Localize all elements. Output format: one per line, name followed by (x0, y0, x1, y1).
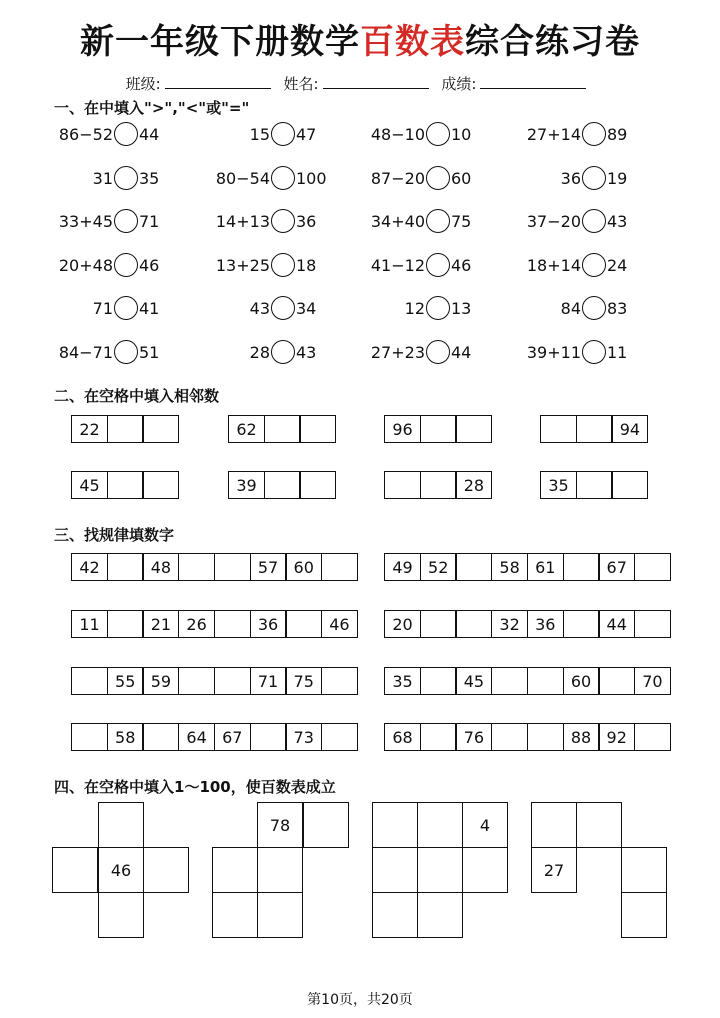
answer-cell[interactable] (107, 471, 144, 499)
answer-cell[interactable] (142, 415, 179, 443)
given-number-cell: 67 (214, 723, 251, 751)
right-value: 36 (296, 211, 317, 231)
given-number-cell: 75 (285, 667, 322, 695)
answer-cell[interactable] (455, 415, 492, 443)
given-number-cell: 45 (455, 667, 492, 695)
answer-cell[interactable] (527, 723, 564, 751)
answer-circle[interactable] (114, 209, 138, 233)
answer-cell[interactable] (321, 723, 358, 751)
comparison-item (527, 120, 627, 148)
right-value: 13 (451, 298, 472, 318)
answer-circle[interactable] (582, 253, 606, 277)
left-expression: 39+11 (526, 342, 581, 362)
answer-cell[interactable] (540, 415, 577, 443)
given-number-cell: 78 (257, 802, 303, 848)
comparison-item (561, 164, 628, 192)
given-number-cell: 28 (455, 471, 492, 499)
answer-cell[interactable] (299, 415, 336, 443)
given-number-cell: 88 (563, 723, 600, 751)
answer-cell[interactable] (264, 471, 301, 499)
answer-cell[interactable] (214, 553, 251, 581)
right-value: 10 (451, 124, 472, 144)
given-number-cell: 52 (420, 553, 457, 581)
left-expression: 36 (560, 168, 581, 188)
given-number-cell: 4 (462, 802, 508, 848)
page-title (0, 14, 720, 63)
answer-cell[interactable] (321, 667, 358, 695)
pattern-sequence (71, 610, 358, 638)
given-number-cell: 64 (178, 723, 215, 751)
answer-cell[interactable] (214, 667, 251, 695)
given-number-cell: 70 (634, 667, 671, 695)
comparison-item (371, 251, 471, 279)
right-value: 47 (296, 124, 317, 144)
right-value: 46 (139, 255, 160, 275)
left-expression: 71 (92, 298, 113, 318)
answer-circle[interactable] (582, 296, 606, 320)
left-expression: 84−71 (58, 342, 113, 362)
section3-heading: 三、找规律填数字 (54, 526, 175, 544)
answer-cell[interactable] (527, 667, 564, 695)
answer-cell[interactable] (71, 667, 108, 695)
right-value: 46 (451, 255, 472, 275)
comparison-item (371, 164, 471, 192)
section1-heading: 一、在中填入">","<"或"=" (54, 99, 250, 117)
title-part1: 新一年级下册数学 (80, 22, 360, 62)
comparison-item (527, 338, 627, 366)
answer-cell[interactable] (420, 610, 457, 638)
right-value: 24 (607, 255, 628, 275)
given-number-cell: 71 (250, 667, 287, 695)
given-number-cell: 32 (491, 610, 528, 638)
given-number-cell: 22 (71, 415, 108, 443)
answer-cell[interactable] (142, 723, 179, 751)
comparison-item (405, 294, 472, 322)
answer-cell[interactable] (420, 667, 457, 695)
comparison-item (561, 294, 628, 322)
answer-circle[interactable] (114, 340, 138, 364)
right-value: 100 (296, 168, 327, 188)
answer-cell[interactable] (257, 892, 303, 938)
pattern-sequence (384, 667, 671, 695)
given-number-cell: 46 (98, 847, 144, 893)
given-number-cell: 57 (250, 553, 287, 581)
answer-cell[interactable] (576, 415, 613, 443)
title-accent: 百数表 (360, 22, 465, 62)
answer-cell[interactable] (321, 553, 358, 581)
answer-cell[interactable] (257, 847, 303, 893)
left-expression: 86−52 (58, 124, 113, 144)
answer-circle[interactable] (271, 296, 295, 320)
right-value: 18 (296, 255, 317, 275)
left-expression: 28 (249, 342, 270, 362)
answer-circle[interactable] (426, 340, 450, 364)
given-number-cell: 21 (142, 610, 179, 638)
answer-cell[interactable] (212, 847, 258, 893)
comparison-item (59, 207, 159, 235)
left-expression: 31 (92, 168, 113, 188)
given-number-cell: 46 (321, 610, 358, 638)
comparison-item (527, 251, 627, 279)
left-expression: 34+40 (370, 211, 425, 231)
pattern-sequence (71, 667, 358, 695)
given-number-cell: 55 (107, 667, 144, 695)
answer-cell[interactable] (611, 471, 648, 499)
comparison-item (250, 338, 317, 366)
right-value: 11 (607, 342, 628, 362)
answer-cell[interactable] (491, 667, 528, 695)
given-number-cell: 39 (228, 471, 265, 499)
comparison-item (216, 207, 316, 235)
right-value: 43 (296, 342, 317, 362)
student-info-row (0, 73, 720, 94)
answer-cell[interactable] (563, 610, 600, 638)
neighbor-group (540, 415, 648, 443)
right-value: 75 (451, 211, 472, 231)
comparison-item (59, 251, 159, 279)
given-number-cell: 48 (142, 553, 179, 581)
answer-cell[interactable] (621, 892, 667, 938)
left-expression: 87−20 (370, 168, 425, 188)
left-expression: 84 (560, 298, 581, 318)
answer-circle[interactable] (426, 122, 450, 146)
answer-cell[interactable] (372, 892, 418, 938)
neighbor-group (384, 415, 492, 443)
left-expression: 80−54 (215, 168, 270, 188)
comparison-item (59, 338, 159, 366)
left-expression: 13+25 (215, 255, 270, 275)
given-number-cell: 58 (107, 723, 144, 751)
section4-heading: 四、在空格中填入1～100，使百数表成立 (54, 778, 336, 796)
left-expression: 14+13 (215, 211, 270, 231)
given-number-cell: 94 (611, 415, 648, 443)
given-number-cell: 61 (527, 553, 564, 581)
section2-heading: 二、在空格中填入相邻数 (54, 387, 220, 405)
left-expression: 15 (249, 124, 270, 144)
name-blank[interactable] (323, 75, 429, 89)
answer-cell[interactable] (634, 610, 671, 638)
answer-circle[interactable] (426, 166, 450, 190)
given-number-cell: 60 (285, 553, 322, 581)
answer-circle[interactable] (271, 166, 295, 190)
comparison-item (59, 120, 159, 148)
comparison-item (216, 251, 316, 279)
answer-cell[interactable] (462, 847, 508, 893)
answer-cell[interactable] (107, 553, 144, 581)
comparison-item (250, 120, 317, 148)
answer-cell[interactable] (142, 471, 179, 499)
neighbor-group (540, 471, 648, 499)
answer-circle[interactable] (271, 209, 295, 233)
given-number-cell: 26 (178, 610, 215, 638)
left-expression: 33+45 (58, 211, 113, 231)
answer-circle[interactable] (426, 209, 450, 233)
given-number-cell: 96 (384, 415, 421, 443)
answer-cell[interactable] (621, 847, 667, 893)
answer-cell[interactable] (420, 723, 457, 751)
right-value: 44 (451, 342, 472, 362)
answer-cell[interactable] (455, 610, 492, 638)
neighbor-group (228, 415, 336, 443)
right-value: 60 (451, 168, 472, 188)
right-value: 41 (139, 298, 160, 318)
answer-circle[interactable] (114, 253, 138, 277)
answer-cell[interactable] (98, 802, 144, 848)
answer-cell[interactable] (52, 847, 98, 893)
right-value: 43 (607, 211, 628, 231)
given-number-cell: 67 (598, 553, 635, 581)
right-value: 44 (139, 124, 160, 144)
given-number-cell: 35 (384, 667, 421, 695)
left-expression: 12 (404, 298, 425, 318)
answer-cell[interactable] (178, 553, 215, 581)
pattern-sequence (71, 553, 358, 581)
comparison-item (216, 164, 327, 192)
left-expression: 37−20 (526, 211, 581, 231)
title-part2: 综合练习卷 (465, 22, 640, 62)
right-value: 71 (139, 211, 160, 231)
left-expression: 48−10 (370, 124, 425, 144)
answer-cell[interactable] (372, 802, 418, 848)
answer-circle[interactable] (271, 122, 295, 146)
pattern-sequence (384, 553, 671, 581)
score-label: 成绩: (441, 75, 477, 93)
given-number-cell: 62 (228, 415, 265, 443)
answer-circle[interactable] (426, 296, 450, 320)
answer-cell[interactable] (98, 892, 144, 938)
answer-circle[interactable] (426, 253, 450, 277)
comparison-item (93, 294, 160, 322)
given-number-cell: 44 (598, 610, 635, 638)
left-expression: 43 (249, 298, 270, 318)
answer-cell[interactable] (417, 892, 463, 938)
given-number-cell: 11 (71, 610, 108, 638)
given-number-cell: 49 (384, 553, 421, 581)
answer-cell[interactable] (71, 723, 108, 751)
left-expression: 27+23 (370, 342, 425, 362)
right-value: 34 (296, 298, 317, 318)
answer-cell[interactable] (178, 667, 215, 695)
answer-circle[interactable] (114, 122, 138, 146)
answer-cell[interactable] (299, 471, 336, 499)
answer-cell[interactable] (563, 553, 600, 581)
left-expression: 18+14 (526, 255, 581, 275)
answer-circle[interactable] (582, 166, 606, 190)
answer-cell[interactable] (598, 667, 635, 695)
given-number-cell: 36 (527, 610, 564, 638)
comparison-item (371, 338, 471, 366)
answer-cell[interactable] (491, 723, 528, 751)
answer-cell[interactable] (455, 553, 492, 581)
given-number-cell: 60 (563, 667, 600, 695)
pattern-sequence (71, 723, 358, 751)
given-number-cell: 20 (384, 610, 421, 638)
right-value: 89 (607, 124, 628, 144)
left-expression: 41−12 (370, 255, 425, 275)
right-value: 19 (607, 168, 628, 188)
given-number-cell: 45 (71, 471, 108, 499)
answer-cell[interactable] (285, 610, 322, 638)
given-number-cell: 59 (142, 667, 179, 695)
answer-cell[interactable] (214, 610, 251, 638)
given-number-cell: 73 (285, 723, 322, 751)
answer-cell[interactable] (372, 847, 418, 893)
answer-cell[interactable] (634, 723, 671, 751)
answer-cell[interactable] (420, 471, 457, 499)
answer-cell[interactable] (212, 892, 258, 938)
given-number-cell: 76 (455, 723, 492, 751)
answer-cell[interactable] (417, 847, 463, 893)
answer-circle[interactable] (582, 340, 606, 364)
right-value: 35 (139, 168, 160, 188)
comparison-item (93, 164, 160, 192)
neighbor-group (71, 415, 179, 443)
neighbor-group (71, 471, 179, 499)
answer-cell[interactable] (384, 471, 421, 499)
answer-cell[interactable] (576, 471, 613, 499)
right-value: 51 (139, 342, 160, 362)
score-blank[interactable] (480, 75, 586, 89)
answer-cell[interactable] (107, 610, 144, 638)
answer-circle[interactable] (271, 340, 295, 364)
comparison-item (527, 207, 627, 235)
answer-circle[interactable] (582, 122, 606, 146)
comparison-item (250, 294, 317, 322)
pattern-sequence (384, 610, 671, 638)
page-footer: 第10页，共20页 (307, 992, 413, 1008)
given-number-cell: 27 (531, 847, 577, 893)
answer-circle[interactable] (582, 209, 606, 233)
pattern-sequence (384, 723, 671, 751)
given-number-cell: 92 (598, 723, 635, 751)
left-expression: 20+48 (58, 255, 113, 275)
answer-cell[interactable] (107, 415, 144, 443)
answer-cell[interactable] (250, 723, 287, 751)
answer-cell[interactable] (143, 847, 189, 893)
answer-cell[interactable] (634, 553, 671, 581)
given-number-cell: 35 (540, 471, 577, 499)
answer-circle[interactable] (271, 253, 295, 277)
right-value: 83 (607, 298, 628, 318)
given-number-cell: 42 (71, 553, 108, 581)
answer-cell[interactable] (264, 415, 301, 443)
answer-cell[interactable] (303, 802, 349, 848)
answer-circle[interactable] (114, 166, 138, 190)
answer-cell[interactable] (576, 802, 622, 848)
answer-cell[interactable] (531, 802, 577, 848)
name-label: 姓名: (283, 75, 319, 93)
given-number-cell: 58 (491, 553, 528, 581)
given-number-cell: 68 (384, 723, 421, 751)
class-blank[interactable] (165, 75, 271, 89)
answer-circle[interactable] (114, 296, 138, 320)
class-label: 班级: (125, 75, 161, 93)
comparison-item (371, 207, 471, 235)
answer-cell[interactable] (420, 415, 457, 443)
neighbor-group (384, 471, 492, 499)
left-expression: 27+14 (526, 124, 581, 144)
answer-cell[interactable] (417, 802, 463, 848)
comparison-item (371, 120, 471, 148)
neighbor-group (228, 471, 336, 499)
given-number-cell: 36 (250, 610, 287, 638)
